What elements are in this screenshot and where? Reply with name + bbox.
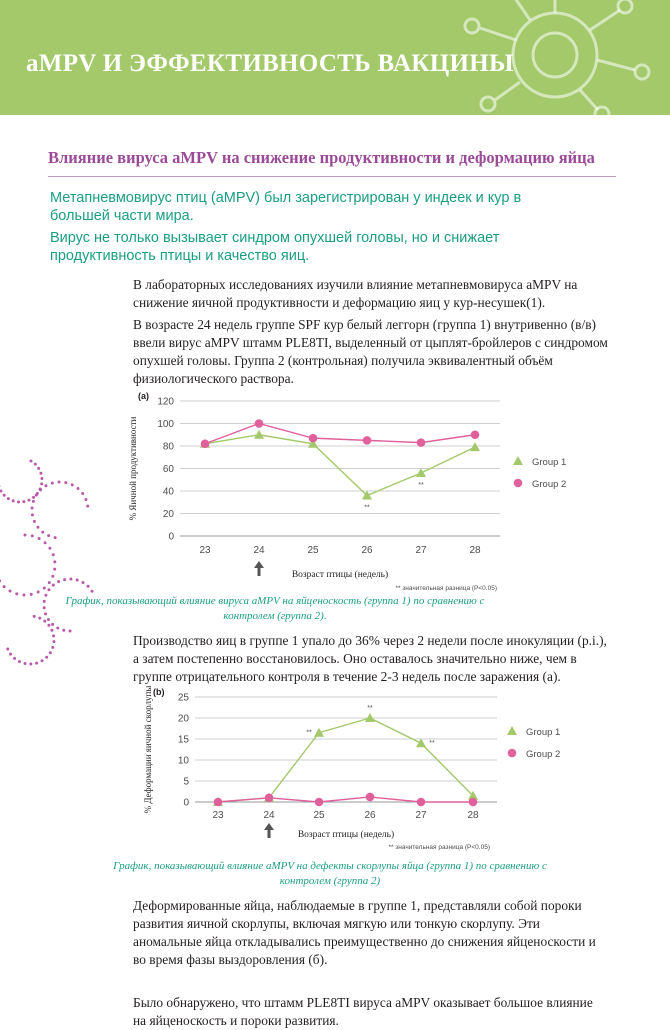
y-tick-label: 25 [178,693,190,704]
data-point-group-2 [417,798,426,807]
y-tick-label: 20 [163,509,175,520]
x-axis-title: Возраст птицы (недель) [298,829,394,840]
data-point-group-1 [470,442,480,451]
y-tick-label: 80 [163,442,175,453]
data-point-group-2 [469,798,478,807]
data-point-group-2 [471,430,480,439]
y-tick-label: 10 [178,756,190,767]
legend-marker-group-2 [514,479,523,488]
panel-label: (b) [153,687,165,697]
y-axis-title: % Яичной продуктивности [128,416,138,520]
body-paragraph-4: Деформированные яйца, наблюдаемые в группе 1, представляли собой пороки развития яичной скорлупы, включая мягкую или тонкую скорлупу. Эти аномальные яйца откладывались преимущественно до снижения яйценоскости и во время фазы выздоровления (б). [133,897,608,969]
x-tick-label: 27 [415,545,427,556]
chart-b-caption: График, показывающий влияние aMPV на дефекты скорлупы яйца (группа 1) по сравнению с контролем (группа 2) [105,859,555,889]
legend-marker-group-1 [507,726,517,735]
series-line-2 [218,797,473,802]
panel-label: (a) [138,391,149,401]
up-arrow-icon [264,823,274,838]
data-point-group-2 [309,434,318,443]
up-arrow-icon [254,561,264,576]
data-point-group-1 [200,439,210,448]
body-paragraph-5: Было обнаружено, что штамм PLE8TI вируса aMPV оказывает большое влияние на яйценоскость и пороки развития. [133,994,608,1030]
x-axis-title: Возраст птицы (недель) [292,569,388,580]
page-title: aMPV И ЭФФЕКТИВНОСТЬ ВАКЦИНЫ [26,50,514,78]
data-point-group-1 [264,793,274,802]
significance-note: ** значительная разница (P<0.05) [395,585,497,592]
y-tick-label: 60 [163,464,175,475]
legend-label-group-1: Group 1 [532,457,566,468]
data-point-group-1 [365,713,375,722]
data-point-group-1 [308,439,318,448]
x-tick-label: 25 [307,545,319,556]
x-tick-label: 28 [469,545,481,556]
body-paragraph-2: В возрасте 24 недель группе SPF кур белый леггорн (группа 1) внутривенно (в/в) ввели вирус aMPV штамм PLE8TI, выделенный от цыплят-бройлеров с синдромом опухшей головы. Группа 2 (контрольная) получила эквивалентный объём физиологического раствора. [133,316,608,388]
data-point-group-2 [363,436,372,445]
significance-marker: ** [429,740,435,747]
x-tick-label: 25 [313,810,325,821]
significance-marker: ** [364,505,370,512]
data-point-group-2 [214,798,223,807]
series-line-1 [218,718,473,802]
y-tick-label: 0 [183,798,189,809]
x-tick-label: 28 [467,810,479,821]
data-point-group-1 [416,738,426,747]
y-tick-label: 15 [178,735,190,746]
lead-paragraph-1: Метапневмовирус птиц (aMPV) был зарегистрирован у индеек и кур в большей части мира. [50,190,530,225]
y-tick-label: 120 [157,397,174,408]
data-point-group-1 [416,468,426,477]
lead-paragraph-2: Вирус не только вызывает синдром опухшей головы, но и снижает продуктивность птицы и качество яиц. [50,230,520,265]
data-point-group-1 [362,491,372,500]
y-tick-label: 0 [168,532,174,543]
legend-label-group-2: Group 2 [526,749,560,760]
x-tick-label: 23 [199,545,211,556]
data-point-group-1 [213,797,223,806]
x-tick-label: 27 [415,810,427,821]
data-point-group-2 [315,798,324,807]
series-line-1 [205,435,475,496]
data-point-group-1 [254,430,264,439]
data-point-group-1 [314,728,324,737]
chart-a-caption: График, показывающий влияние вируса aMPV на яйценоскость (группа 1) по сравнению с контролем (группа 2). [60,594,490,624]
x-tick-label: 23 [212,810,224,821]
body-paragraph-3: Производство яиц в группе 1 упало до 36% через 2 недели после инокуляции (p.i.), а затем постепенно восстановилось. Оно оставалось значительно ниже, чем в группе отрицательного контроля в течение 2-3 недель после заражения (a). [133,632,608,686]
data-point-group-2 [265,794,274,803]
legend-label-group-1: Group 1 [526,727,560,738]
data-point-group-2 [201,439,210,448]
y-tick-label: 20 [178,714,190,725]
data-point-group-2 [417,438,426,447]
x-tick-label: 26 [361,545,373,556]
y-tick-label: 5 [183,777,189,788]
significance-marker: ** [367,705,373,712]
y-axis-title: % Деформации яичной скорлупы [143,686,153,814]
subtitle-divider [48,176,616,177]
legend-marker-group-2 [508,749,517,758]
significance-marker: ** [306,730,312,737]
series-line-2 [205,424,475,444]
y-tick-label: 40 [163,487,175,498]
significance-marker: ** [418,482,424,489]
x-tick-label: 24 [253,545,265,556]
y-tick-label: 100 [157,419,174,430]
legend-label-group-2: Group 2 [532,479,566,490]
body-paragraph-1: В лабораторных исследованиях изучили влияние метапневмовируса aMPV на снижение яичной продуктивности и деформацию яиц у кур-несушек(1). [133,276,608,312]
significance-note: ** значительная разница (P<0.05) [388,844,490,851]
section-subtitle: Влияние вируса aMPV на снижение продуктивности и деформацию яйца [48,148,595,168]
header-banner [0,0,670,115]
x-tick-label: 26 [364,810,376,821]
data-point-group-2 [255,419,264,428]
dots-decoration-icon [0,455,110,670]
data-point-group-1 [468,791,478,800]
legend-marker-group-1 [513,456,523,465]
data-point-group-2 [366,793,375,802]
x-tick-label: 24 [263,810,275,821]
